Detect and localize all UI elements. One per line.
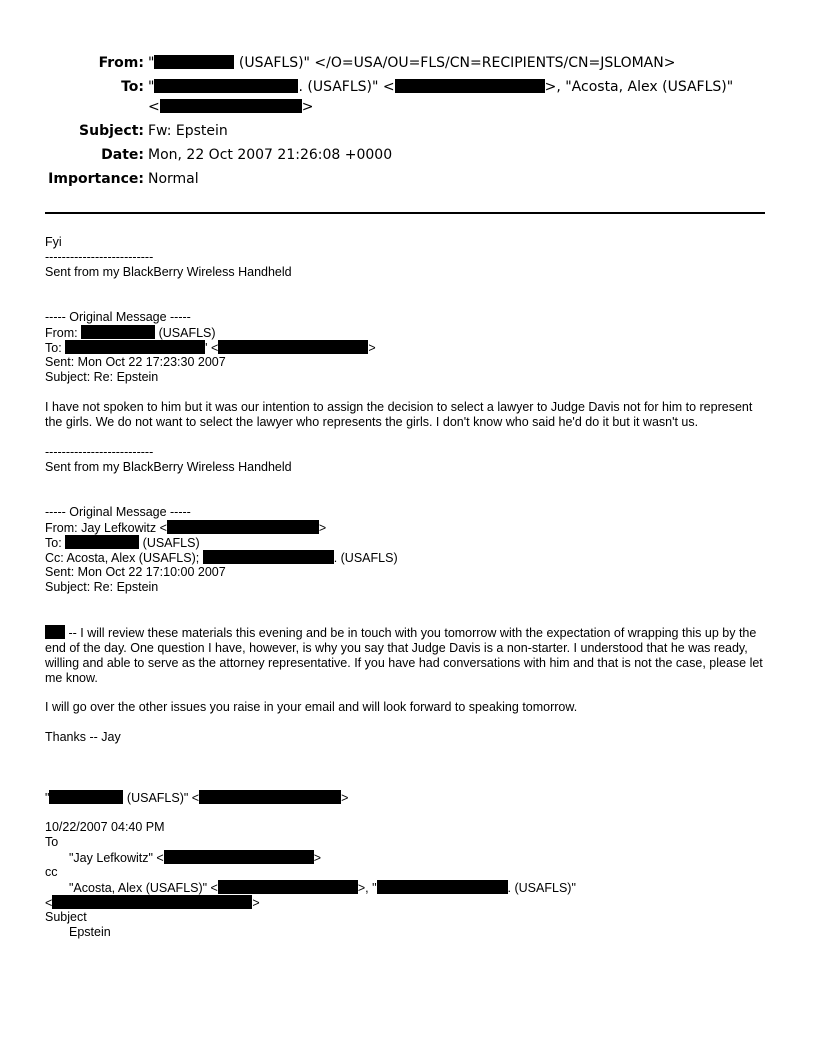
message-paragraph: I will go over the other issues you raise in your email and will look forward to speaking tomorrow. [45, 700, 578, 714]
orig1-sent: Sent: Mon Oct 22 17:23:30 2007 [45, 355, 226, 369]
to-value-line2: < > [148, 99, 314, 115]
orig2-subject: Subject: Re: Epstein [45, 580, 159, 594]
quoted-datetime: 10/22/2007 04:40 PM [45, 820, 165, 834]
from-value: " (USAFLS)" </O=USA/OU=FLS/CN=RECIPIENTS/CN=JSLOMAN> [148, 55, 676, 71]
redaction-block [154, 55, 234, 69]
quoted-cc-value-line2: < > [45, 896, 260, 910]
redaction-block [81, 325, 155, 339]
quoted-cc-value: "Acosta, Alex (USAFLS)" < >, " . (USAFLS)" [69, 881, 576, 895]
redaction-block [164, 850, 314, 864]
subject-value: Fw: Epstein [148, 123, 228, 139]
message-paragraph: I have not spoken to him but it was our intention to assign the decision to select a lawyer to Judge Davis not for him to represent the girls. We do not want to select the lawyer who represents the girls. I don't know who said he'd do it but it wasn't us. [45, 400, 753, 429]
redaction-block [52, 895, 252, 909]
date-label: Date: [101, 147, 144, 163]
fyi-line: Fyi [45, 235, 62, 249]
separator-line: -------------------------- [45, 250, 154, 264]
original-message-title: ----- Original Message ----- [45, 505, 191, 519]
redaction-block [395, 79, 545, 93]
orig2-cc: Cc: Acosta, Alex (USAFLS); . (USAFLS) [45, 551, 398, 565]
orig1-subject: Subject: Re: Epstein [45, 370, 159, 384]
redaction-block [377, 880, 508, 894]
redaction-block [218, 880, 358, 894]
redaction-block [218, 340, 368, 354]
redaction-block [65, 340, 205, 354]
redaction-block [49, 790, 123, 804]
separator-line: -------------------------- [45, 445, 154, 459]
quoted-subject-label: Subject [45, 910, 87, 924]
redaction-block [203, 550, 334, 564]
to-value: " . (USAFLS)" < >, "Acosta, Alex (USAFLS)" [148, 79, 734, 95]
orig2-from: From: Jay Lefkowitz < > [45, 521, 327, 535]
from-label: From: [98, 55, 144, 71]
subject-label: Subject: [79, 123, 144, 139]
date-value: Mon, 22 Oct 2007 21:26:08 +0000 [148, 147, 393, 163]
signature-line: Sent from my BlackBerry Wireless Handheld [45, 460, 292, 474]
redaction-block [160, 99, 302, 113]
quoted-cc-label: cc [45, 865, 58, 879]
quoted-subject-value: Epstein [69, 925, 111, 939]
redaction-block [45, 625, 65, 639]
importance-value: Normal [148, 171, 199, 187]
redaction-block [65, 535, 139, 549]
importance-label: Importance: [48, 171, 144, 187]
message-paragraph: -- I will review these materials this evening and be in touch with you tomorrow with the expectation of wrapping this up by the end of the day. One question I have, however, is why you say that Judge Davis is a non-starter. I understood that he was ready, willing and able to serve as the attorney representative. If you have had conversations with him and that is not the case, please let me know. [45, 626, 763, 685]
to-label: To: [121, 79, 144, 95]
orig2-to: To: (USAFLS) [45, 536, 200, 550]
quoted-to-value: "Jay Lefkowitz" < > [69, 851, 321, 865]
orig2-sent: Sent: Mon Oct 22 17:10:00 2007 [45, 565, 226, 579]
header-divider [45, 212, 765, 214]
redaction-block [167, 520, 319, 534]
signoff-line: Thanks -- Jay [45, 730, 121, 744]
quoted-to-label: To [45, 835, 59, 849]
redaction-block [154, 79, 298, 93]
orig1-from: From: (USAFLS) [45, 326, 216, 340]
signature-line: Sent from my BlackBerry Wireless Handheld [45, 265, 292, 279]
original-message-title: ----- Original Message ----- [45, 310, 191, 324]
quoted-sender: " (USAFLS)" < > [45, 791, 349, 805]
redaction-block [199, 790, 341, 804]
orig1-to: To: ' < > [45, 341, 376, 355]
